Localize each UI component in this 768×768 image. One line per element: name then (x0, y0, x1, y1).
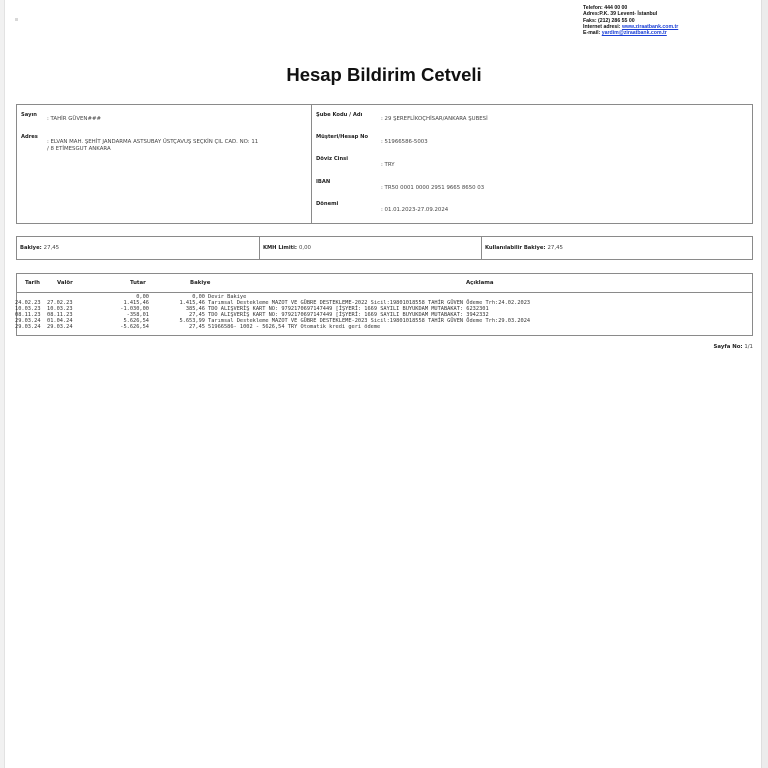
row-value-date: 08.11.23 (47, 312, 73, 318)
row-value-date: 01.04.24 (47, 318, 73, 324)
iban-label: IBAN (316, 179, 331, 185)
customer-address-label: Adres (21, 134, 38, 140)
row-description: Devir Bakiye (208, 294, 247, 300)
row-amount: 0,00 (136, 294, 149, 300)
row-date: 24.02.23 (15, 300, 41, 306)
page-number-value: 1/1 (744, 344, 753, 350)
page-number-label: Sayfa No: (713, 344, 743, 350)
contact-phone: Telefon: 444 00 00 (583, 5, 628, 11)
contact-address: Adres:P.K. 39 Levent- İstanbul (583, 11, 658, 18)
row-date: 08.11.23 (15, 312, 41, 318)
branch-label: Şube Kodu / Adı (316, 112, 363, 118)
contact-email-link[interactable]: yardim@ziraatbank.com.tr (601, 30, 667, 37)
currency-value: : TRY (381, 162, 395, 168)
table-row (15, 324, 754, 330)
row-description: TDO ALIŞVERİŞ KART NO: 9792170697147449 [İŞYERİ: 1669 SAYILI BUYUKDAM MUTABAKAT: 6232301 (208, 306, 489, 312)
contact-web-label: Internet adresi: (583, 23, 621, 30)
row-amount: 5.626,54 (123, 318, 149, 324)
row-amount: 1.415,46 (123, 300, 149, 306)
transactions-header (17, 274, 752, 293)
customer-name-label: Sayın (21, 112, 37, 118)
row-balance: 27,45 (189, 324, 205, 330)
page-edge-right (761, 0, 768, 768)
header-description: Açıklama (466, 280, 494, 286)
row-value-date: 10.03.23 (47, 306, 73, 312)
header-date: Tarih (25, 280, 40, 286)
kmh-limit-cell (260, 237, 482, 259)
currency-label: Döviz Cinsi (316, 156, 348, 162)
balance-label: Bakiye: (20, 245, 42, 251)
page-number (713, 344, 753, 350)
account-no-value: : 51966586-5003 (381, 139, 428, 145)
customer-address-line2: / 8 ETİMESGUT ANKARA (47, 146, 111, 152)
branch-value: : 29 ŞEREFLİKOÇHİSAR/ANKARA ŞUBESİ (381, 116, 488, 122)
bank-contact-block (583, 5, 678, 36)
period-label: Dönemi (316, 201, 339, 207)
document-title: Hesap Bildirim Cetveli (286, 64, 482, 85)
customer-name-value: : TAHİR GÜVEN### (47, 116, 101, 122)
contact-fax: Faks: (212) 286 55 00 (583, 17, 635, 24)
row-amount: -358,01 (126, 312, 149, 318)
row-balance: 1.415,46 (179, 300, 205, 306)
row-description: Tarımsal Destekleme MAZOT VE GÜBRE DESTEKLEME-2023 Sicil:19801018558 TAHİR GÜVEN Ödeme Trh:29.03.2024 (208, 318, 531, 324)
row-date: 10.03.23 (15, 306, 41, 312)
row-value-date: 27.02.23 (47, 300, 73, 306)
contact-email-label: E-mail: (583, 30, 601, 37)
row-amount: -1.030,00 (120, 306, 149, 312)
row-amount: -5.626,54 (120, 324, 149, 330)
kmh-limit-label: KMH Limiti: (263, 245, 297, 251)
row-balance: 385,46 (185, 306, 205, 312)
period-value: : 01.01.2023-27.09.2024 (381, 207, 449, 213)
contact-web-link[interactable]: www.ziraatbank.com.tr (621, 23, 679, 30)
row-date: 29.03.24 (15, 318, 41, 324)
account-no-label: Müşteri/Hesap No (316, 134, 369, 140)
available-balance-value: 27,45 (547, 245, 563, 251)
transactions-body (15, 294, 754, 330)
available-balance-label: Kullanılabilir Bakiye: (485, 245, 546, 251)
row-balance: 27,45 (189, 312, 205, 318)
available-balance-cell (482, 237, 752, 259)
iban-value: : TR50 0001 0000 2951 9665 8650 03 (381, 185, 485, 191)
page-edge-left (0, 0, 5, 768)
row-value-date: 29.03.24 (47, 324, 73, 330)
kmh-limit-value: 0,00 (298, 245, 311, 251)
row-description: Tarımsal Destekleme MAZOT VE GÜBRE DESTEKLEME-2022 Sicil:19801018558 TAHİR GÜVEN Ödeme Trh:24.02.2023 (208, 300, 531, 306)
balance-value: 27,45 (43, 245, 60, 251)
header-amount: Tutar (130, 280, 146, 286)
corner-mark (15, 18, 18, 21)
row-description: 51966586- 1002 - 5626,54 TRY Otomatik kredi geri ödeme (208, 324, 381, 330)
transactions-table (16, 273, 753, 336)
row-description: TDO ALIŞVERİŞ KART NO: 9792170697147449 [İŞYERİ: 1669 SAYILI BUYUKDAM MUTABAKAT: 3942332 (208, 312, 489, 318)
balance-cell (17, 237, 260, 259)
contact-email (583, 30, 678, 36)
customer-address-line1: : ELVAN MAH. ŞEHİT JANDARMA ASTSUBAY ÜSTÇAVUŞ SEÇKİN ÇIL CAD. NO: 11 (47, 139, 259, 145)
customer-account-info-box (16, 104, 753, 224)
header-value-date: Valör (57, 280, 73, 286)
row-balance: 0,00 (192, 294, 205, 300)
row-balance: 5.653,99 (179, 318, 205, 324)
balance-summary (16, 236, 753, 260)
row-date: 29.03.24 (15, 324, 41, 330)
header-balance: Bakiye (190, 280, 211, 286)
info-box-divider (311, 105, 312, 223)
